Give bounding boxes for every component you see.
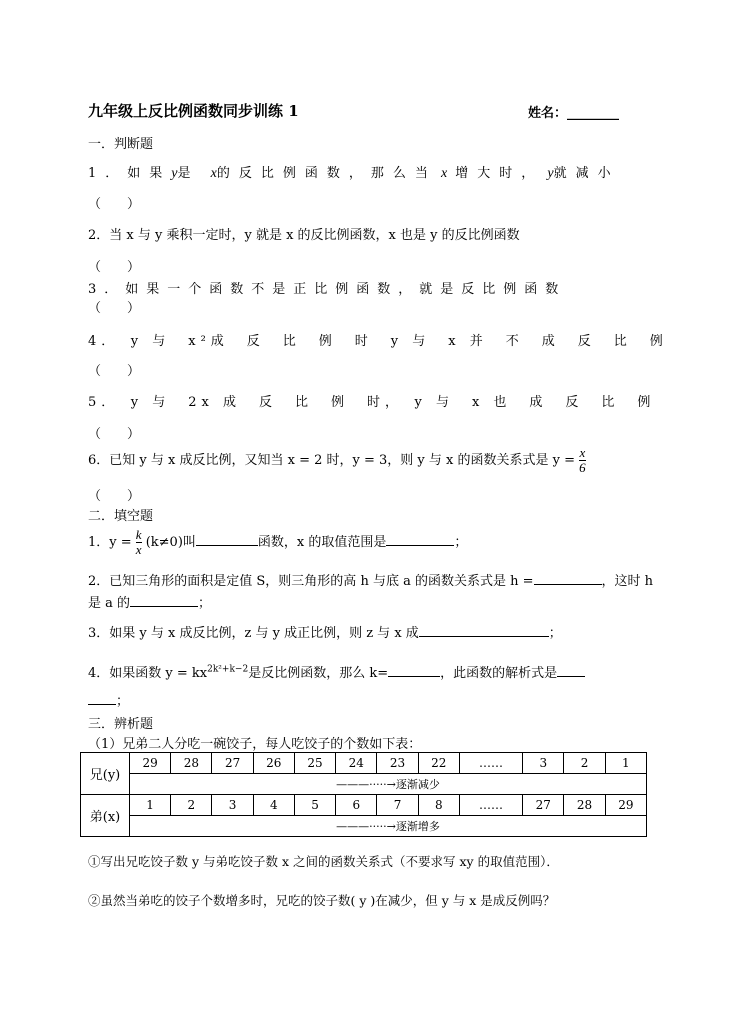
question-2-2: 2．已知三角形的面积是定值 S，则三角形的高 h 与底 a 的函数关系式是 h = ，这时 h: [88, 570, 653, 589]
blank-2-2a[interactable]: [534, 571, 602, 585]
answer-paren-2: （ ）: [88, 260, 141, 275]
blank-2-1b[interactable]: [386, 532, 454, 546]
answer-paren-4: （ ）: [88, 364, 141, 379]
table-cell: 3: [523, 753, 564, 774]
row-label-brother: 兄(y): [81, 753, 130, 795]
table-intro: （1）兄弟二人分吃一碗饺子，每人吃饺子的个数如下表：: [88, 737, 422, 752]
table-cell: 28: [171, 753, 212, 774]
blank-2-3[interactable]: [419, 623, 549, 637]
blank-2-1a[interactable]: [196, 532, 258, 546]
section-heading-analysis: 三．辨析题: [88, 717, 154, 732]
table-cell: 26: [253, 753, 294, 774]
table-row-younger-trend: [81, 816, 647, 837]
question-2-2-cont: 是 a 的 ；: [88, 592, 211, 611]
table-cell: ……: [459, 753, 522, 774]
question-2-4: 4．如果函数 $y = kx^{2k^2+k-2}$是反比例函数，那么 k= ，此函数的解析式是: [88, 662, 585, 681]
question-1-5: 5． y 与 2x 成 反 比 例 时， y 与 x 也 成 反 比 例: [88, 395, 656, 410]
answer-paren-5: （ ）: [88, 427, 141, 442]
table-cell: 25: [294, 753, 335, 774]
section-heading-judgment: 一．判断题: [88, 137, 154, 152]
table-cell: 7: [377, 795, 418, 816]
table-cell: 29: [130, 753, 171, 774]
table-cell: 6: [336, 795, 377, 816]
table-cell: 4: [253, 795, 294, 816]
blank-2-4a[interactable]: [388, 663, 440, 677]
section-heading-fill: 二．填空题: [88, 509, 154, 524]
table-row-brother: [81, 753, 647, 774]
table-row-brother-trend: [81, 774, 647, 795]
table-cell: 1: [130, 795, 171, 816]
table-row-younger: [81, 795, 647, 816]
question-1-1: 1．如果y是 x的反比例函数，那么当 x 增大时， y就减小: [88, 166, 620, 181]
table-cell: 24: [336, 753, 377, 774]
dumpling-table: [80, 752, 647, 837]
question-2-1: 1．y = $\frac{k}{x}$ (k≠0)叫 函数，x 的取值范围是 ；: [88, 527, 468, 557]
row-label-younger: 弟(x): [81, 795, 130, 837]
trend-decreasing: ———·····→逐渐减少: [130, 774, 647, 795]
question-2-3: 3．如果 y 与 x 成反比例，z 与 y 成正比例，则 z 与 x 成 ；: [88, 622, 562, 641]
table-cell: 28: [564, 795, 605, 816]
table-cell: 2: [171, 795, 212, 816]
question-1-3: 3．如果一个函数不是正比例函数，就是反比例函数: [88, 282, 567, 297]
sub-question-1: ①写出兄吃饺子数 y 与弟吃饺子数 x 之间的函数关系式（不要求写 xy 的取值范围）．: [88, 854, 559, 869]
sub-question-2: ②虽然当弟吃的饺子个数增多时，兄吃的饺子数( y )在减少，但 y 与 x 是成反例吗？: [88, 893, 556, 908]
answer-paren-3: （ ）: [88, 301, 141, 316]
table-cell: 27: [523, 795, 564, 816]
question-2-4-cont: ；: [88, 690, 129, 709]
blank-2-2b[interactable]: [130, 593, 198, 607]
table-cell: 8: [418, 795, 459, 816]
page-title: 九年级上反比例函数同步训练 1: [88, 102, 299, 120]
fraction-k-over-x: $\frac{k}{x}$: [135, 527, 142, 557]
table-cell: ……: [459, 795, 522, 816]
blank-2-4c[interactable]: [88, 691, 116, 705]
blank-2-4b[interactable]: [557, 663, 585, 677]
name-field-label: 姓名：________: [528, 106, 620, 121]
question-1-4: 4． y 与 x²成 反 比 例 时 y 与 x 并 不 成 反 比 例: [88, 334, 668, 349]
table-cell: 5: [294, 795, 335, 816]
answer-paren-1: （ ）: [88, 197, 141, 212]
trend-increasing: ———·····→逐渐增多: [130, 816, 647, 837]
fraction-x-over-6: $\frac{x}{6}$: [579, 445, 586, 475]
table-cell: 22: [418, 753, 459, 774]
table-cell: 29: [605, 795, 646, 816]
question-1-6: 6．已知 y 与 x 成反比例，又知当 x = 2 时，y = 3，则 y 与 x 的函数关系式是 y = $\frac{x}{6}$: [88, 445, 586, 475]
question-1-2: 2．当 x 与 y 乘积一定时，y 就是 x 的反比例函数，x 也是 y 的反比例函数: [88, 228, 520, 243]
table-cell: 1: [605, 753, 646, 774]
answer-paren-6: （ ）: [88, 489, 141, 504]
table-cell: 2: [564, 753, 605, 774]
table-cell: 27: [212, 753, 253, 774]
table-cell: 23: [377, 753, 418, 774]
table-cell: 3: [212, 795, 253, 816]
